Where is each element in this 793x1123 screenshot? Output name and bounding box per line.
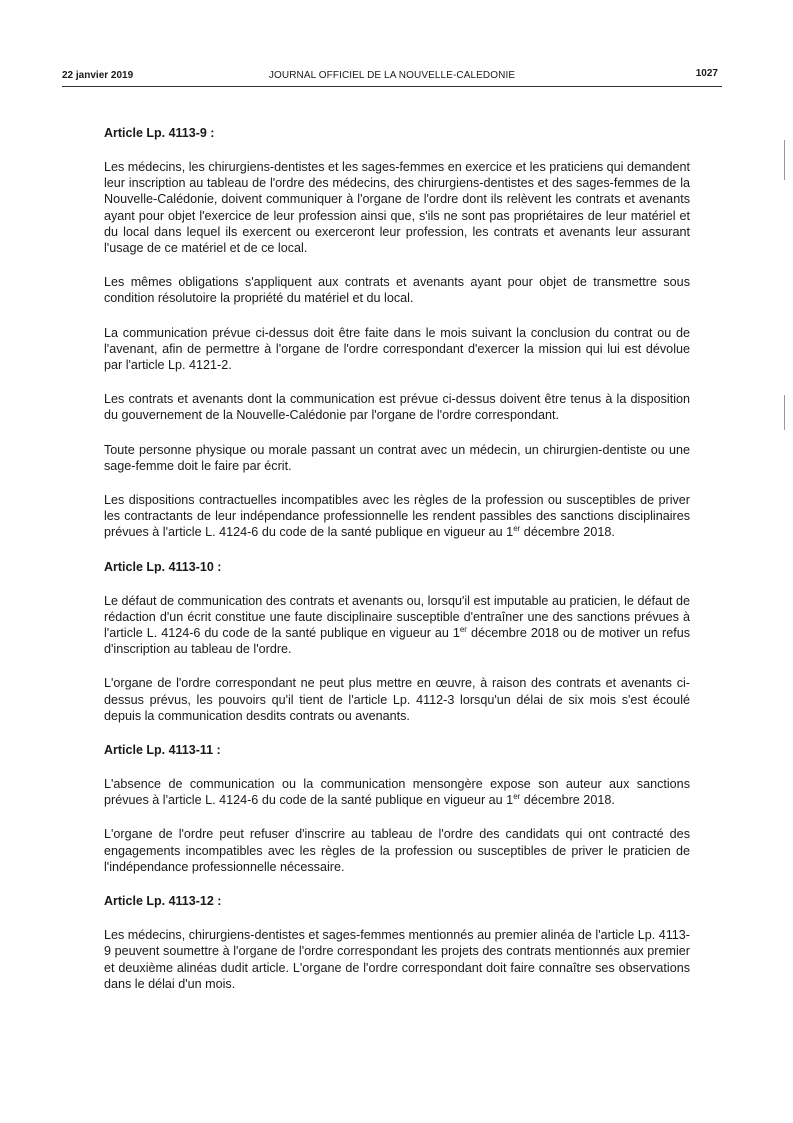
article-paragraph: Les contrats et avenants dont la communication est prévue ci-dessus doivent être tenus à la disposition du gouvernement de la Nouvelle-Calédonie par l'organe de l'ordre correspondant. bbox=[104, 392, 690, 423]
paragraph-text: décembre 2018. bbox=[520, 793, 615, 808]
ordinal-superscript: er bbox=[513, 524, 521, 534]
article-paragraph bbox=[104, 776, 690, 808]
ordinal-superscript: er bbox=[513, 792, 521, 802]
article-paragraph bbox=[104, 492, 690, 541]
header-journal-title: JOURNAL OFFICIEL DE LA NOUVELLE-CALEDONIE bbox=[268, 70, 516, 81]
paragraph-text: décembre 2018. bbox=[520, 525, 615, 540]
article-paragraph: Les médecins, chirurgiens-dentistes et sages-femmes mentionnés au premier alinéa de l'article Lp. 4113-9 peuvent soumettre à l'organe de l'ordre correspondant les projets des contrats mentionnés aux premier et deuxième alinéas dudit article. L'organe de l'ordre correspondant doit faire connaître ses observations dans le délai d'un mois. bbox=[104, 928, 690, 991]
document-body bbox=[104, 125, 690, 1010]
ordinal-superscript: er bbox=[459, 624, 467, 634]
article-section bbox=[104, 559, 690, 724]
article-title: Article Lp. 4113-11 : bbox=[104, 743, 221, 758]
header-date: 22 janvier 2019 bbox=[62, 70, 134, 81]
paragraph-text: L'absence de communication ou la communication mensongère expose son auteur aux sanctions prévues à l'article L. 4124-6 du code de la santé publique en vigueur au 1 bbox=[104, 777, 690, 808]
article-paragraph: L'organe de l'ordre peut refuser d'inscrire au tableau de l'ordre des candidats qui ont contracté des engagements incompatibles avec les règles de la profession ou susceptibles de priver le praticien de l'indépendance professionnelle nécessaire. bbox=[104, 827, 690, 874]
article-title: Article Lp. 4113-10 : bbox=[104, 559, 222, 574]
article-paragraph: Les mêmes obligations s'appliquent aux contrats et avenants ayant pour objet de transmettre sous condition résolutoire la propriété du matériel et du local. bbox=[104, 275, 690, 306]
article-paragraph: Toute personne physique ou morale passant un contrat avec un médecin, un chirurgien-dentiste ou une sage-femme doit le faire par écrit. bbox=[104, 442, 690, 473]
article-title: Article Lp. 4113-9 : bbox=[104, 126, 215, 140]
article-section bbox=[104, 893, 690, 992]
scan-margin-mark bbox=[784, 395, 785, 430]
header-page-number: 1027 bbox=[695, 68, 718, 79]
paragraph-text: décembre 2018 ou de motiver un refus d'inscription au tableau de l'ordre. bbox=[104, 626, 690, 657]
article-section bbox=[104, 125, 690, 541]
article-section bbox=[104, 742, 690, 875]
paragraph-text: Le défaut de communication des contrats et avenants ou, lorsqu'il est imputable au praticien, le défaut de rédaction d'un écrit constitue une faute disciplinaire susceptible d'entraîner une des sanctions prévues à l'article L. 4124-6 du code de la santé publique en vigueur au 1 bbox=[104, 593, 690, 641]
article-paragraph bbox=[104, 593, 690, 658]
article-paragraph: L'organe de l'ordre correspondant ne peut plus mettre en œuvre, à raison des contrats et avenants ci-dessus prévus, les pouvoirs qu'il tient de l'article Lp. 4112-3 lorsqu'un délai de six mois s'est écoulé depuis la communication desdits contrats ou avenants. bbox=[104, 676, 690, 723]
page-header bbox=[62, 68, 722, 87]
article-paragraph: La communication prévue ci-dessus doit être faite dans le mois suivant la conclusion du contrat ou de l'avenant, afin de permettre à l'organe de l'ordre correspondant d'exercer la mission qui lui est dévolue par l'article Lp. 4121-2. bbox=[104, 325, 690, 373]
article-paragraph: Les médecins, les chirurgiens-dentistes et les sages-femmes en exercice et les praticiens qui demandent leur inscription au tableau de l'ordre des médecins, des chirurgiens-dentistes et des sages-femmes de la Nouvelle-Calédonie, doivent communiquer à l'organe de l'ordre dont ils relèvent les contrats et avenants ayant pour objet l'exercice de leur profession ainsi que, s'ils ne sont pas propriétaires de leur matériel et du local dans lequel ils exercent ou exerceront leur profession, les contrats et avenants leur assurant l'usage de ce matériel et de ce local. bbox=[104, 160, 690, 256]
article-title: Article Lp. 4113-12 : bbox=[104, 894, 222, 909]
scan-margin-mark bbox=[784, 140, 785, 180]
paragraph-text: Les dispositions contractuelles incompatibles avec les règles de la profession ou susceptibles de priver les contractants de leur indépendance professionnelle les rendent passibles des sanctions disciplinaires prévues à l'article L. 4124-6 du code de la santé publique en vigueur au 1 bbox=[104, 493, 690, 540]
